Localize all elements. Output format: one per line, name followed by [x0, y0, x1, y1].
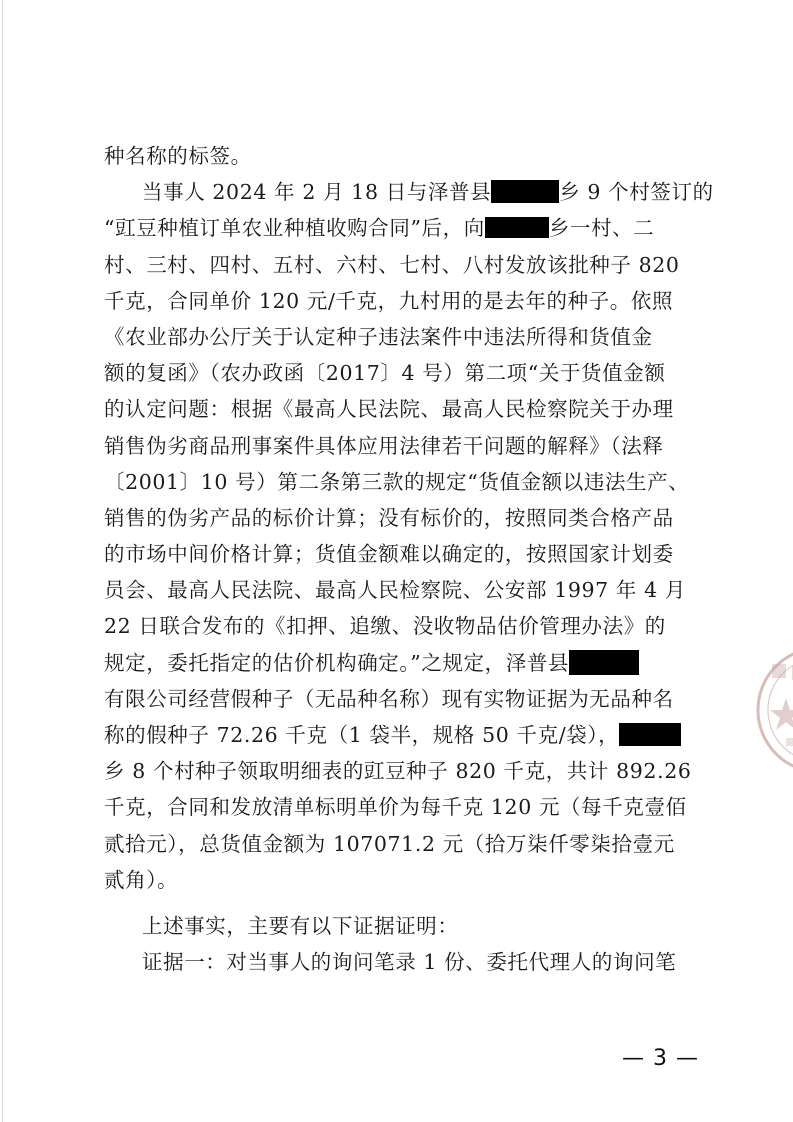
official-seal-fragment	[756, 640, 793, 780]
paragraph-line: 千克，合同单价 120 元/千克，九村用的是去年的种子。依照	[104, 288, 674, 313]
redaction-block	[619, 723, 681, 746]
paragraph-line: 当事人 2024 年 2 月 18 日与泽普县 乡 9 个村签订的	[142, 180, 714, 205]
paragraph-line: 种名称的标签。	[104, 144, 252, 168]
body-text	[104, 138, 714, 980]
paragraph-line: 有限公司经营假种子（无品种名称）现有实物证据为无品种名	[104, 686, 674, 711]
paragraph-line: 乡 8 个村种子领取明细表的豇豆种子 820 千克，共计 892.26	[104, 759, 692, 784]
page-number: — 3 —	[622, 1046, 699, 1071]
redaction-block	[491, 180, 559, 203]
redaction-block	[569, 650, 639, 675]
paragraph-line: 证据一：对当事人的询问笔录 1 份、委托代理人的询问笔	[142, 950, 677, 975]
paragraph-line: 称的假种子 72.26 千克（1 袋半，规格 50 千克/袋），	[104, 717, 688, 753]
page-edge-line	[2, 0, 3, 1122]
paragraph-line: 员会、最高人民法院、最高人民检察院、公安部 1997 年 4 月	[104, 578, 686, 603]
paragraph-line: 《农业部办公厅关于认定种子违法案件中违法所得和货值金	[104, 324, 653, 349]
paragraph-line: 贰角）。	[104, 867, 179, 892]
paragraph-line: “豇豆种植订单农业种植收购合同”后，向 乡一村、二	[104, 216, 655, 241]
paragraph-line: 的认定问题：根据《最高人民法院、最高人民检察院关于办理	[104, 397, 674, 422]
paragraph-line: 销售伪劣商品刑事案件具体应用法律若干问题的解释》（法释	[104, 433, 664, 458]
paragraph-line: 〔2001〕10 号）第二条第三款的规定“货值金额以违法生产、	[104, 469, 690, 494]
paragraph-line: 额的复函》（农办政函〔2017〕4 号）第二项“关于货值金额	[104, 361, 666, 386]
paragraph-line: 销售的伪劣产品的标价计算；没有标价的，按照同类合格产品	[104, 505, 674, 530]
paragraph-line: 千克，合同和发放清单标明单价为每千克 120 元（每千克壹佰	[104, 795, 687, 820]
paragraph-line: 规定，委托指定的估价机构确定。”之规定，泽普县	[104, 645, 688, 681]
paragraph-line: 上述事实，主要有以下证据证明：	[142, 913, 459, 938]
paragraph-line: 的市场中间价格计算；货值金额难以确定的，按照国家计划委	[104, 542, 674, 567]
paragraph-line: 贰拾元），总货值金额为 107071.2 元（拾万柒仟零柒拾壹元	[104, 831, 675, 856]
redaction-block	[485, 217, 549, 238]
paragraph-line: 22 日联合发布的《扣押、追缴、没收物品估价管理办法》的	[104, 614, 666, 639]
paragraph-line: 村、三村、四村、五村、六村、七村、八村发放该批种子 820	[104, 252, 680, 277]
